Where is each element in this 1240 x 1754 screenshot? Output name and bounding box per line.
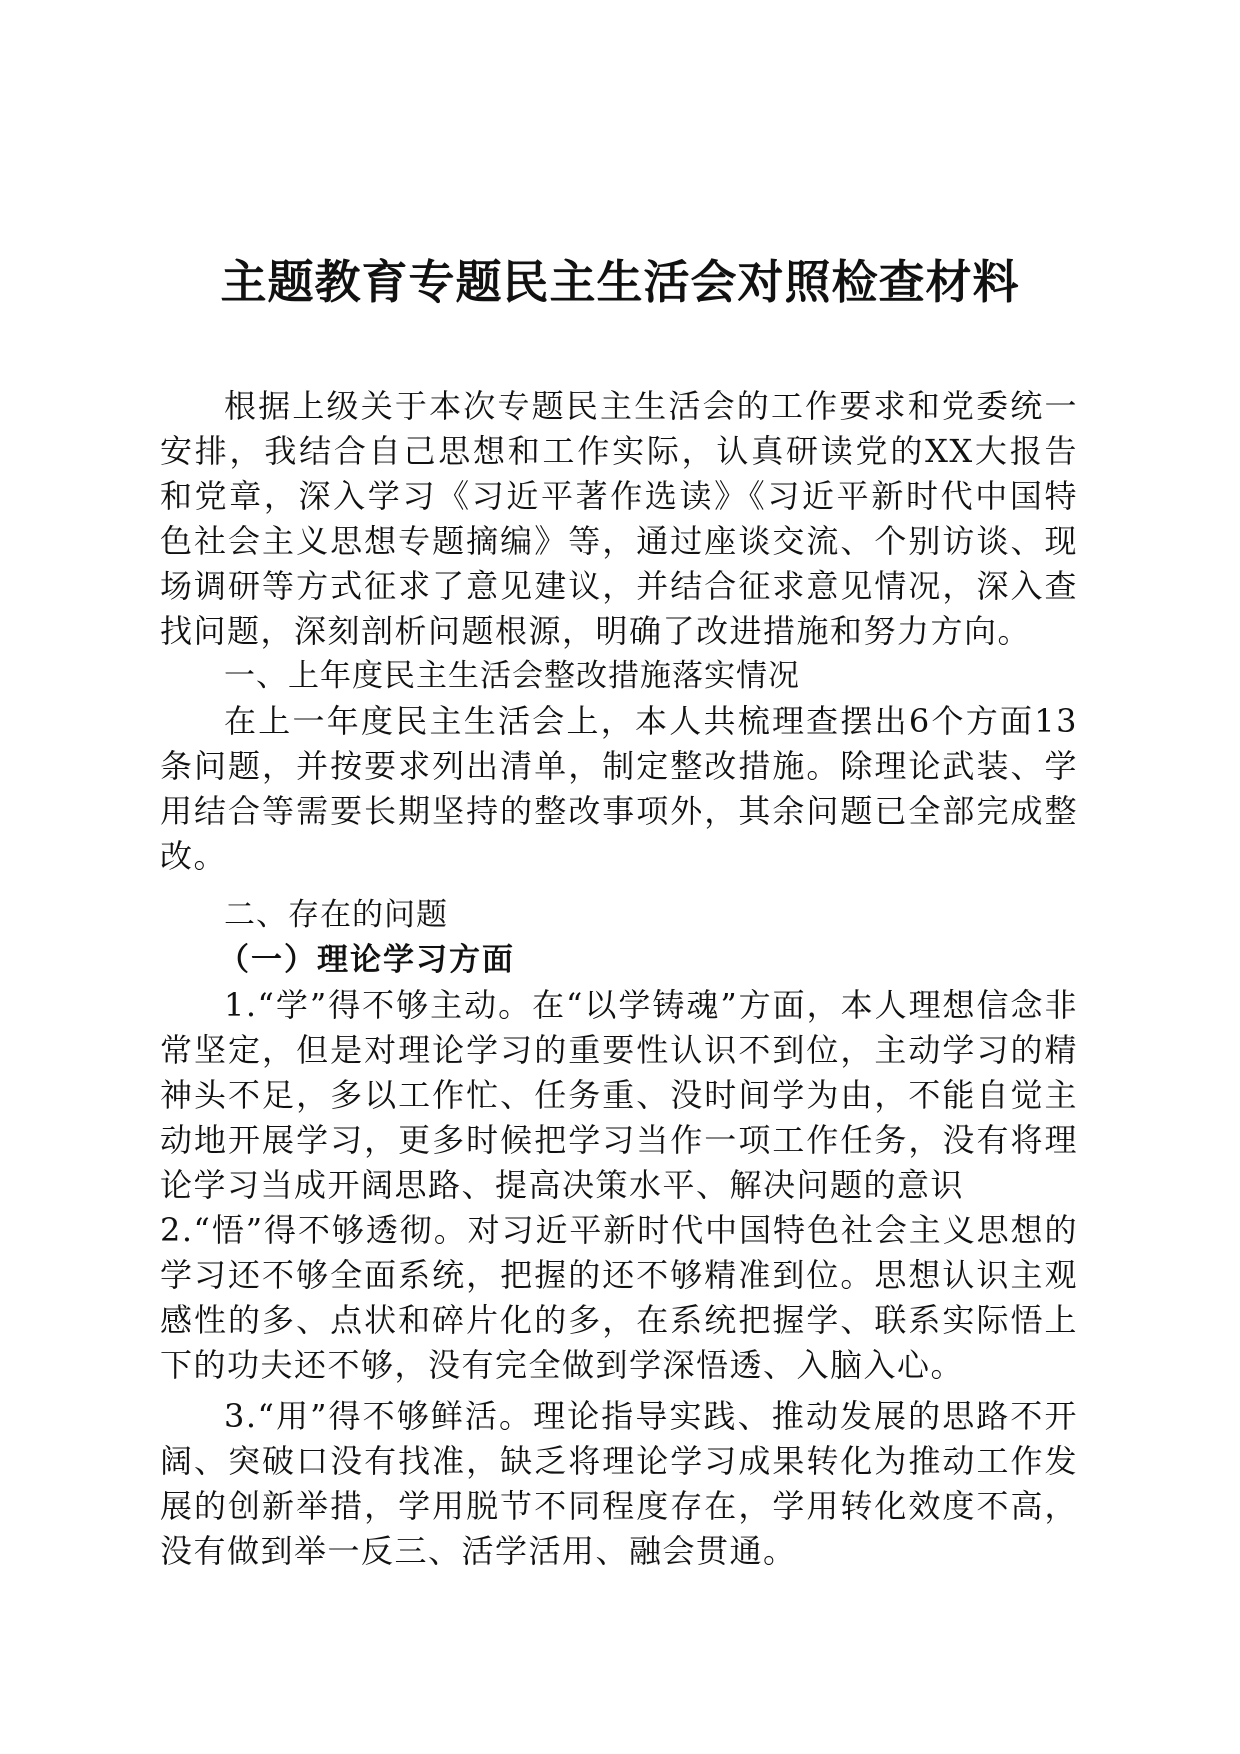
section-2-heading: 二、存在的问题	[224, 897, 448, 933]
document-title: 主题教育专题民主生活会对照检查材料	[220, 255, 1020, 309]
problem-item-1: 1.“学”得不够主动。在“以学铸魂”方面，本人理想信念非常坚定，但是对理论学习的重要性认识不到位，主动学习的精神头不足，多以工作忙、任务重、没时间学为由，不能自觉主动地开展学习，更多时候把学习当作一项工作任务，没有将理论学习当成开阔思路、提高决策水平、解决问题的意识	[160, 986, 1078, 1204]
problem-item-3: 3.“用”得不够鲜活。理论指导实践、推动发展的思路不开阔、突破口没有找准，缺乏将理论学习成果转化为推动工作发展的创新举措，学用脱节不同程度存在，学用转化效度不高，没有做到举一反三、活学活用、融会贯通。	[160, 1397, 1078, 1570]
intro-paragraph: 根据上级关于本次专题民主生活会的工作要求和党委统一安排，我结合自己思想和工作实际，认真研读党的XX大报告和党章，深入学习《习近平著作选读》《习近平新时代中国特色社会主义思想专题摘编》等，通过座谈交流、个别访谈、现场调研等方式征求了意见建议，并结合征求意见情况，深入查找问题，深刻剖析问题根源，明确了改进措施和努力方向。	[160, 387, 1078, 650]
problem-item-2: 2.“悟”得不够透彻。对习近平新时代中国特色社会主义思想的学习还不够全面系统，把握的还不够精准到位。思想认识主观感性的多、点状和碎片化的多，在系统把握学、联系实际悟上下的功夫还不够，没有完全做到学深悟透、入脑入心。	[160, 1211, 1078, 1384]
document-body	[160, 384, 1078, 1574]
section-1-paragraph: 在上一年度民主生活会上，本人共梳理查摆出6个方面13条问题，并按要求列出清单，制定整改措施。除理论武装、学用结合等需要长期坚持的整改事项外，其余问题已全部完成整改。	[160, 702, 1078, 875]
subsection-1-heading: （一）理论学习方面	[218, 942, 515, 978]
section-1-heading: 一、上年度民主生活会整改措施落实情况	[224, 658, 800, 694]
